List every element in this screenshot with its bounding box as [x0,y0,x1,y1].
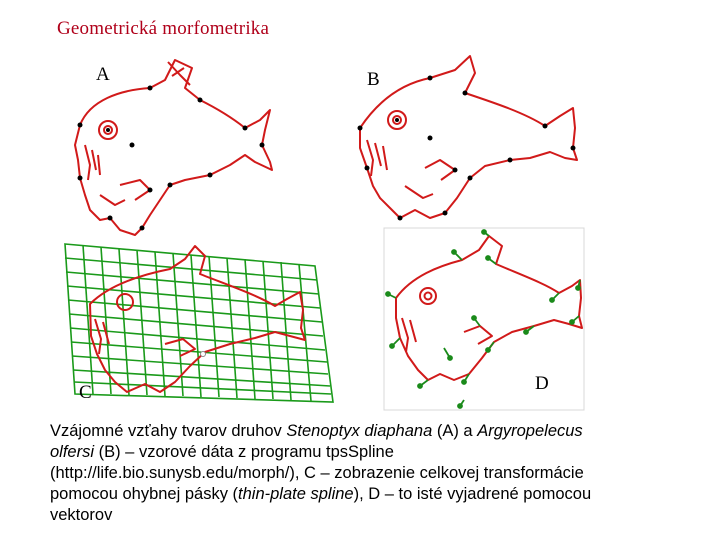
caption-text: Vzájomné vzťahy tvarov druhov [50,422,287,440]
panel-label-b: B [367,69,380,90]
panel-label-d: D [535,373,549,394]
vector-plot-d [384,228,584,410]
species-name: Stenoptyx diaphana [286,422,433,440]
method-name: thin-plate spline [238,485,354,503]
species-name: Argyropelecus [477,422,583,440]
slide-title: Geometrická morfometrika [57,18,270,39]
fish-outline-b [345,48,590,228]
fish-outline-a [60,50,290,250]
caption-line-5: vektorov [50,506,113,524]
species-name: olfersi [50,443,95,461]
caption-text: (A) a [432,422,478,440]
caption-line-1 [50,421,670,442]
caption-line-4 [50,484,670,505]
caption-text: (B) – vzorové dáta z programu tpsSpline [94,443,394,461]
figure-caption [50,421,670,526]
panel-label-a: A [96,64,110,85]
caption-line-3: (http://life.bio.sunysb.edu/morph/), C – zobrazenie celkovej transformácie [50,464,584,482]
caption-text: pomocou ohybnej pásky ( [50,485,239,503]
panel-label-c: C [79,382,92,403]
caption-text: ), D – to isté vyjadrené pomocou [353,485,592,503]
caption-line-2 [50,442,670,463]
deformation-grid-c [65,244,335,409]
